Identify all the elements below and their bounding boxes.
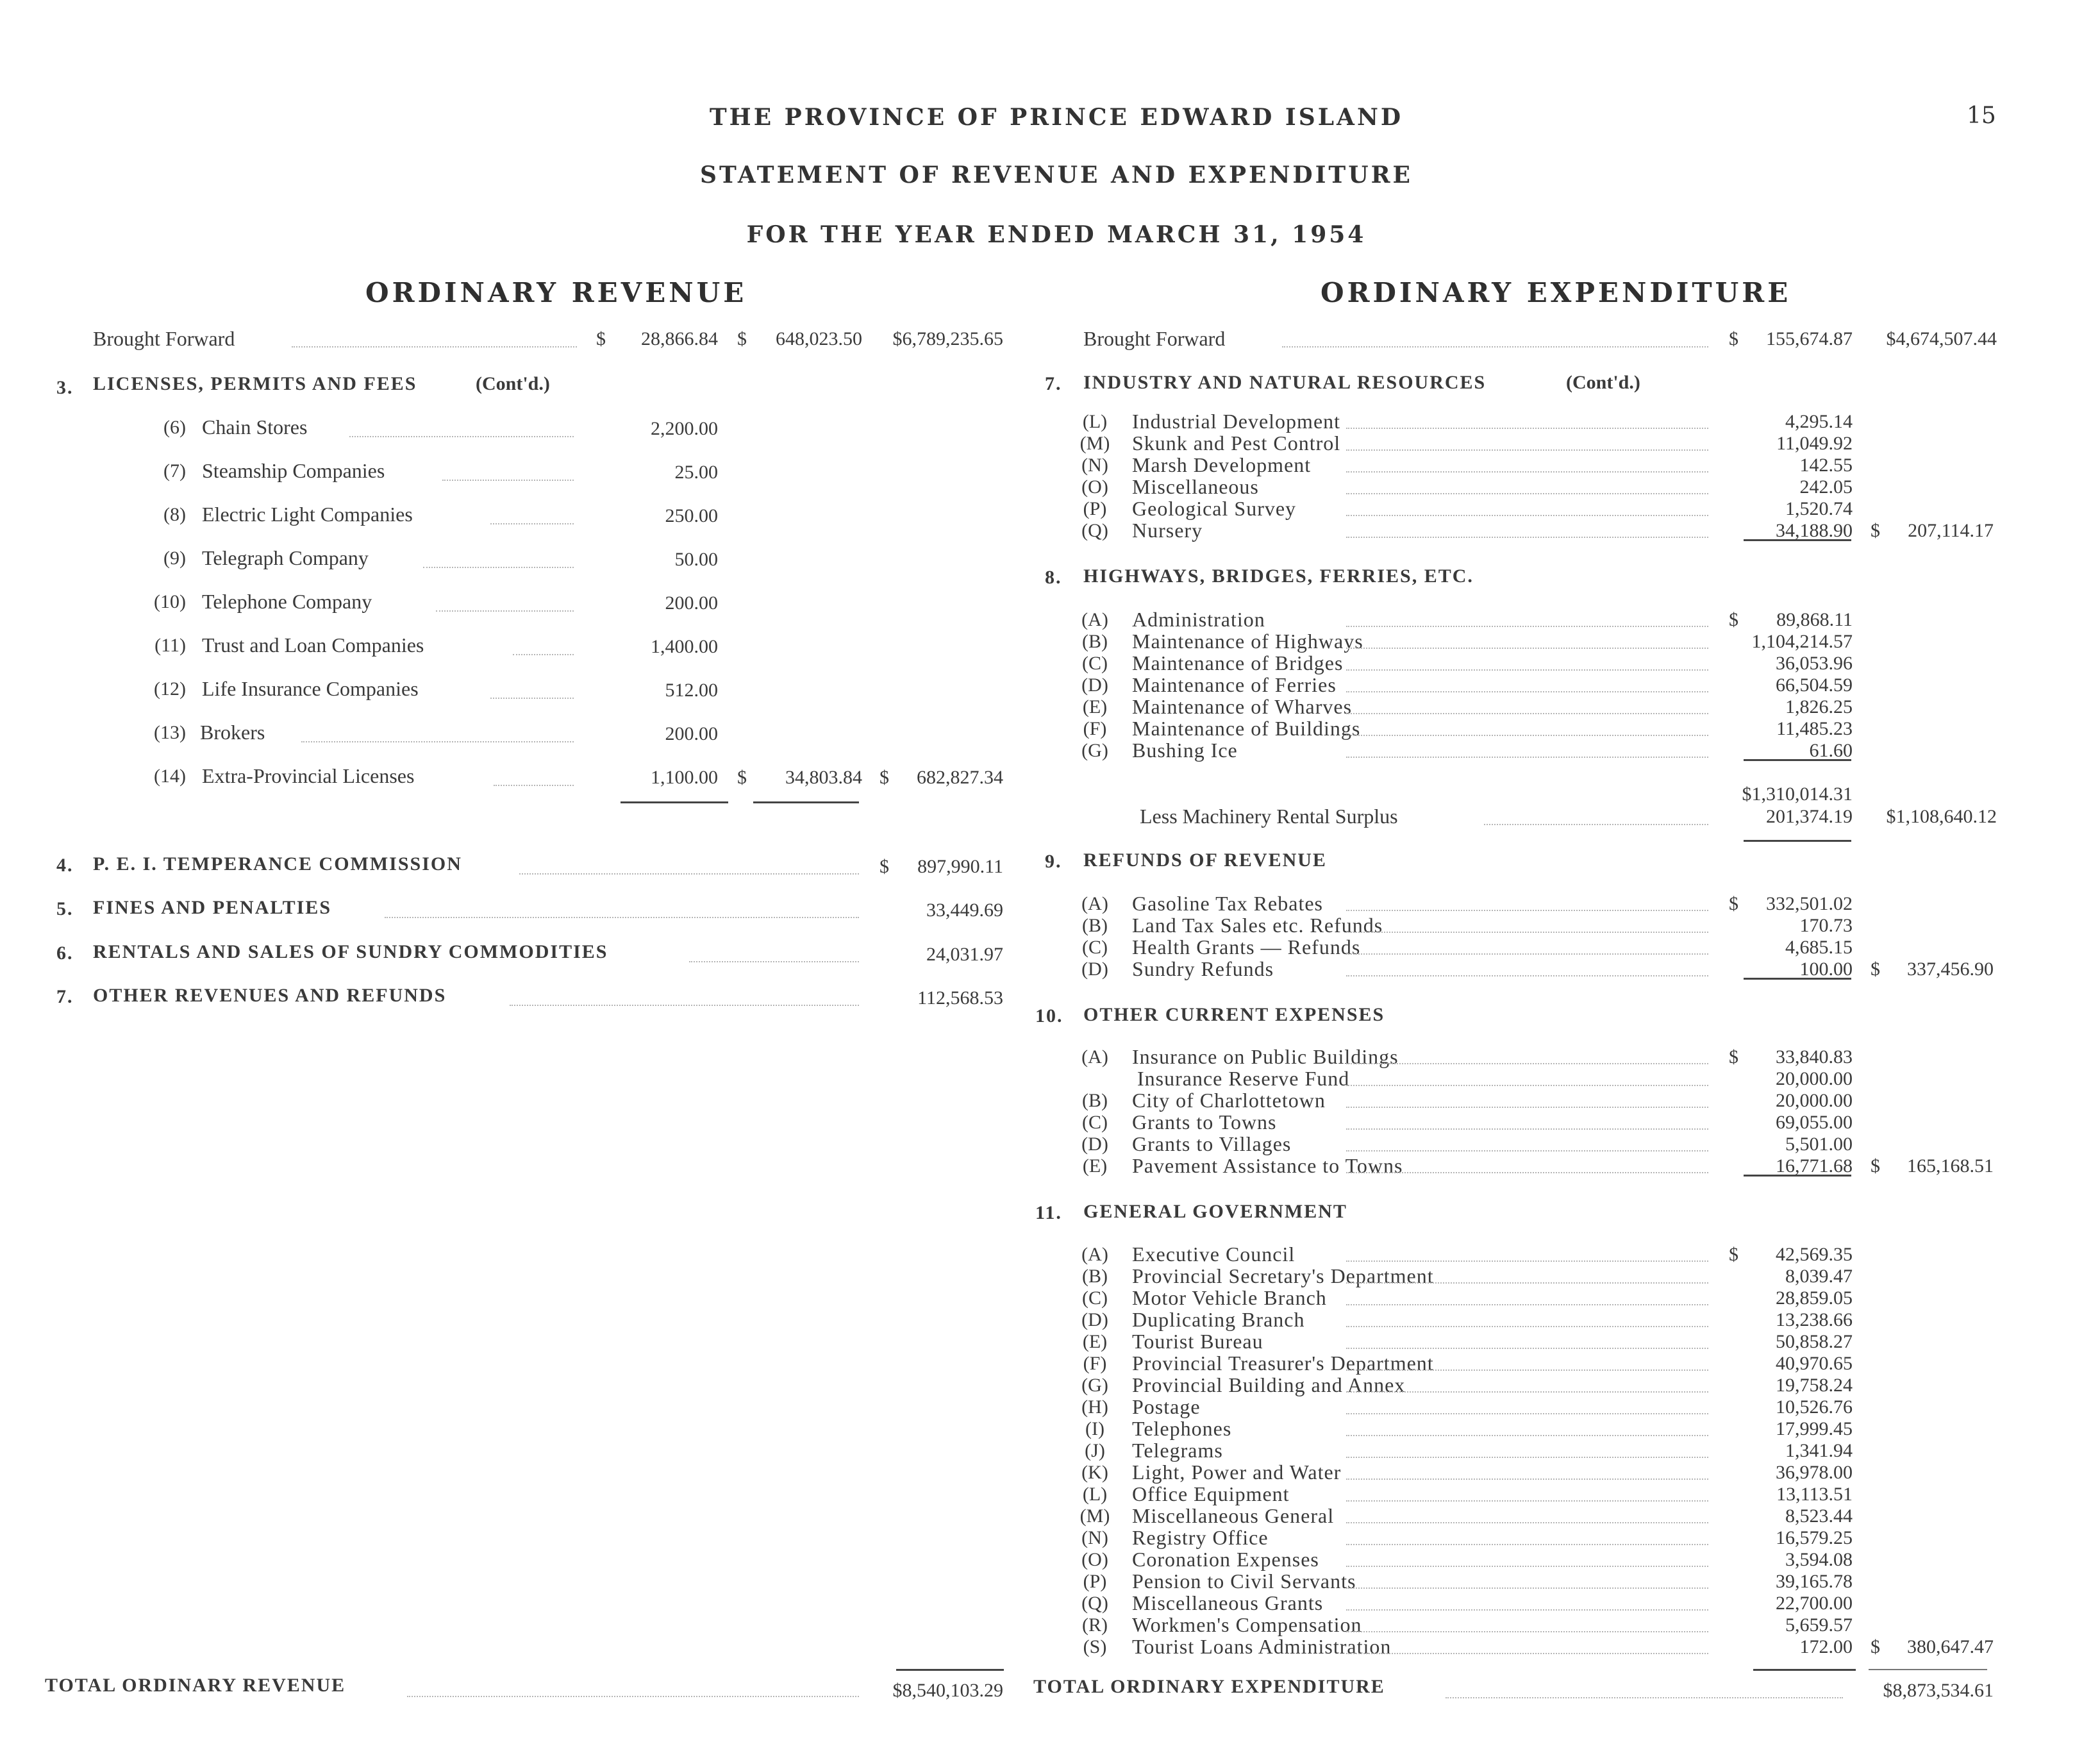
item-label: Electric Light Companies bbox=[202, 503, 413, 526]
section-total: 380,647.47 bbox=[1907, 1636, 1994, 1657]
item-label: Bushing Ice bbox=[1132, 739, 1238, 762]
currency-symbol: $ bbox=[737, 328, 747, 349]
item-code: (D) bbox=[1081, 1309, 1108, 1330]
item-label: Nursery bbox=[1132, 519, 1203, 542]
item-label: Brokers bbox=[200, 721, 265, 744]
item-label: Executive Council bbox=[1132, 1243, 1296, 1266]
item-code: (A) bbox=[1081, 609, 1108, 630]
item-amount: 17,999.45 bbox=[1776, 1418, 1853, 1439]
item-label: Extra-Provincial Licenses bbox=[202, 764, 415, 787]
rule bbox=[1869, 1669, 1987, 1670]
currency-symbol: $ bbox=[1871, 1155, 1880, 1177]
section-number: 9. bbox=[1045, 851, 1062, 872]
item-code: (L) bbox=[1082, 411, 1108, 432]
amount: $4,674,507.44 bbox=[1886, 328, 1997, 349]
item-amount: 66,504.59 bbox=[1776, 674, 1853, 696]
currency-symbol: $ bbox=[1729, 1046, 1738, 1068]
item-amount: 28,859.05 bbox=[1776, 1287, 1853, 1309]
item-amount: 61.60 bbox=[1809, 740, 1853, 761]
item-code: (B) bbox=[1082, 915, 1108, 936]
item-amount: 250.00 bbox=[665, 505, 718, 526]
item-code: (7) bbox=[163, 460, 186, 482]
item-code: (R) bbox=[1082, 1614, 1108, 1636]
item-label: Insurance on Public Buildings bbox=[1132, 1045, 1399, 1068]
item-code: (M) bbox=[1079, 1505, 1110, 1527]
item-code: (H) bbox=[1081, 1396, 1108, 1418]
item-amount: 50.00 bbox=[674, 549, 718, 570]
rule bbox=[1744, 978, 1851, 980]
section-title: P. E. I. TEMPERANCE COMMISSION bbox=[93, 853, 462, 875]
item-label: Gasoline Tax Rebates bbox=[1132, 892, 1323, 915]
item-amount: 13,113.51 bbox=[1776, 1484, 1853, 1505]
section-title: RENTALS AND SALES OF SUNDRY COMMODITIES bbox=[93, 941, 608, 962]
item-code: (M) bbox=[1079, 433, 1110, 454]
currency-symbol: $ bbox=[1729, 1244, 1738, 1265]
item-code: (13) bbox=[154, 722, 186, 743]
item-code: (8) bbox=[163, 504, 186, 525]
item-amount: 2,200.00 bbox=[651, 418, 718, 439]
page-number: 15 bbox=[1967, 103, 1996, 129]
item-code: (A) bbox=[1081, 1244, 1108, 1265]
rule bbox=[1753, 1669, 1856, 1671]
section-total: 165,168.51 bbox=[1907, 1155, 1994, 1177]
item-code: (O) bbox=[1081, 476, 1108, 498]
item-code: (D) bbox=[1081, 674, 1108, 696]
item-amount: 1,520.74 bbox=[1785, 498, 1853, 519]
item-label: Telegrams bbox=[1132, 1439, 1223, 1462]
section-contd: (Cont'd.) bbox=[1566, 372, 1640, 393]
item-code: (14) bbox=[154, 766, 186, 787]
item-code: (G) bbox=[1081, 740, 1108, 761]
page-title: THE PROVINCE OF PRINCE EDWARD ISLAND bbox=[709, 104, 1404, 131]
item-label: Industrial Development bbox=[1132, 410, 1341, 433]
item-code: (O) bbox=[1081, 1549, 1108, 1570]
item-amount: 4,685.15 bbox=[1785, 937, 1853, 958]
item-label: Grants to Villages bbox=[1132, 1132, 1292, 1155]
section-total: 682,827.34 bbox=[917, 767, 1003, 788]
item-code: (12) bbox=[154, 678, 186, 699]
item-code: (B) bbox=[1082, 1090, 1108, 1111]
item-amount: 22,700.00 bbox=[1776, 1593, 1853, 1614]
item-amount: 11,049.92 bbox=[1776, 433, 1853, 454]
section-total: $1,108,640.12 bbox=[1886, 806, 1997, 827]
item-label: Maintenance of Wharves bbox=[1132, 695, 1353, 718]
item-label: Motor Vehicle Branch bbox=[1132, 1286, 1327, 1309]
item-amount: 1,104,214.57 bbox=[1751, 631, 1853, 652]
section-title: GENERAL GOVERNMENT bbox=[1083, 1201, 1347, 1222]
rule bbox=[1744, 840, 1851, 842]
rule bbox=[621, 801, 728, 803]
currency-symbol: $ bbox=[1871, 520, 1880, 541]
item-label: Miscellaneous General bbox=[1132, 1504, 1335, 1527]
item-amount: 3,594.08 bbox=[1785, 1549, 1853, 1570]
item-amount: 34,188.90 bbox=[1776, 520, 1853, 541]
section-number: 10. bbox=[1035, 1005, 1063, 1026]
item-amount: 1,341.94 bbox=[1785, 1440, 1853, 1461]
item-label: Geological Survey bbox=[1132, 497, 1297, 520]
currency-symbol: $ bbox=[1729, 609, 1738, 630]
item-amount: 16,579.25 bbox=[1776, 1527, 1853, 1548]
item-code: (K) bbox=[1081, 1462, 1108, 1483]
rule bbox=[1744, 1175, 1851, 1177]
item-label: Provincial Building and Annex bbox=[1132, 1373, 1406, 1396]
item-label: Skunk and Pest Control bbox=[1132, 431, 1341, 455]
item-amount: 142.55 bbox=[1799, 455, 1853, 476]
item-label: Miscellaneous Grants bbox=[1132, 1591, 1324, 1614]
section-amount: 112,568.53 bbox=[917, 987, 1003, 1009]
item-code: (D) bbox=[1081, 959, 1108, 980]
section-amount: 897,990.11 bbox=[917, 856, 1003, 877]
item-label: Office Equipment bbox=[1132, 1482, 1290, 1505]
item-code: (F) bbox=[1083, 1353, 1107, 1374]
item-label: Pavement Assistance to Towns bbox=[1132, 1154, 1403, 1177]
rule bbox=[1744, 759, 1851, 761]
item-code: (Q) bbox=[1081, 1593, 1108, 1614]
item-label: Land Tax Sales etc. Refunds bbox=[1132, 914, 1383, 937]
item-amount: 50,858.27 bbox=[1776, 1331, 1853, 1352]
item-amount: 1,100.00 bbox=[651, 767, 718, 788]
revenue-heading: ORDINARY REVENUE bbox=[365, 277, 747, 308]
item-label: Grants to Towns bbox=[1132, 1110, 1277, 1134]
item-label: City of Charlottetown bbox=[1132, 1089, 1326, 1112]
item-amount: 25.00 bbox=[674, 462, 718, 483]
item-amount: 512.00 bbox=[665, 680, 718, 701]
item-code: (P) bbox=[1083, 498, 1107, 519]
item-amount: 172.00 bbox=[1799, 1636, 1853, 1657]
item-amount: 1,826.25 bbox=[1785, 696, 1853, 717]
item-label: Provincial Treasurer's Department bbox=[1132, 1352, 1434, 1375]
section-subtotal: 34,803.84 bbox=[785, 767, 862, 788]
item-label: Duplicating Branch bbox=[1132, 1308, 1305, 1331]
row-label: Brought Forward bbox=[1083, 327, 1226, 350]
item-amount: 10,526.76 bbox=[1776, 1396, 1853, 1418]
item-amount: 170.73 bbox=[1799, 915, 1853, 936]
currency-symbol: $ bbox=[879, 767, 889, 788]
item-code: (J) bbox=[1085, 1440, 1105, 1461]
item-code: (C) bbox=[1082, 653, 1108, 674]
item-amount: 13,238.66 bbox=[1776, 1309, 1853, 1330]
section-title: FINES AND PENALTIES bbox=[93, 897, 331, 918]
currency-symbol: $ bbox=[1729, 893, 1738, 914]
item-code: (G) bbox=[1081, 1375, 1108, 1396]
item-label: Tourist Loans Administration bbox=[1132, 1635, 1392, 1658]
item-code: (E) bbox=[1082, 696, 1108, 717]
section-number: 6. bbox=[56, 942, 74, 964]
item-code: (E) bbox=[1082, 1155, 1108, 1177]
item-label: Maintenance of Ferries bbox=[1132, 673, 1337, 696]
item-label: Trust and Loan Companies bbox=[202, 633, 424, 657]
item-label: Insurance Reserve Fund bbox=[1137, 1067, 1350, 1090]
item-amount: 39,165.78 bbox=[1776, 1571, 1853, 1592]
item-code: (B) bbox=[1082, 631, 1108, 652]
item-label: Workmen's Compensation bbox=[1132, 1613, 1362, 1636]
item-amount: 36,978.00 bbox=[1776, 1462, 1853, 1483]
item-amount: 36,053.96 bbox=[1776, 653, 1853, 674]
item-code: (E) bbox=[1082, 1331, 1108, 1352]
item-amount: 16,771.68 bbox=[1776, 1155, 1853, 1177]
item-amount: 11,485.23 bbox=[1776, 718, 1853, 739]
section-title: OTHER CURRENT EXPENSES bbox=[1083, 1004, 1385, 1025]
item-amount: 100.00 bbox=[1799, 959, 1853, 980]
item-code: (C) bbox=[1082, 1112, 1108, 1133]
item-code: (A) bbox=[1081, 893, 1108, 914]
amount: 28,866.84 bbox=[641, 328, 718, 349]
section-amount: 24,031.97 bbox=[926, 944, 1003, 965]
section-total: 337,456.90 bbox=[1907, 959, 1994, 980]
currency-symbol: $ bbox=[1871, 959, 1880, 980]
section-contd: (Cont'd.) bbox=[476, 373, 550, 394]
item-code: (C) bbox=[1082, 937, 1108, 958]
item-label: Telephones bbox=[1132, 1417, 1232, 1440]
item-amount: 42,569.35 bbox=[1776, 1244, 1853, 1265]
section-title: LICENSES, PERMITS AND FEES bbox=[93, 373, 417, 394]
item-code: (C) bbox=[1082, 1287, 1108, 1309]
rule bbox=[753, 801, 859, 803]
item-amount: 200.00 bbox=[665, 723, 718, 744]
item-label: Postage bbox=[1132, 1395, 1201, 1418]
item-code: (10) bbox=[154, 591, 186, 612]
section-number: 3. bbox=[56, 377, 74, 398]
total-expenditure-amount: $8,873,534.61 bbox=[1883, 1680, 1994, 1701]
item-label: Chain Stores bbox=[202, 415, 308, 439]
item-amount: 69,055.00 bbox=[1776, 1112, 1853, 1133]
item-label: Maintenance of Bridges bbox=[1132, 651, 1344, 674]
statement-subtitle: STATEMENT OF REVENUE AND EXPENDITURE bbox=[700, 162, 1413, 188]
item-amount: 5,659.57 bbox=[1785, 1614, 1853, 1636]
item-label: Maintenance of Buildings bbox=[1132, 717, 1361, 740]
item-code: (S) bbox=[1083, 1636, 1107, 1657]
item-label: Telegraph Company bbox=[202, 546, 369, 569]
currency-symbol: $ bbox=[879, 856, 889, 877]
amount: 155,674.87 bbox=[1766, 328, 1853, 349]
item-code: (N) bbox=[1081, 455, 1108, 476]
item-label: Maintenance of Highways bbox=[1132, 630, 1363, 653]
currency-symbol: $ bbox=[1871, 1636, 1880, 1657]
item-label: Marsh Development bbox=[1132, 453, 1312, 476]
item-label: Sundry Refunds bbox=[1132, 957, 1274, 980]
item-code: (L) bbox=[1082, 1484, 1108, 1505]
less-label: Less Machinery Rental Surplus bbox=[1140, 805, 1398, 828]
item-code: (F) bbox=[1083, 718, 1107, 739]
rule bbox=[896, 1669, 1004, 1671]
item-amount: 242.05 bbox=[1799, 476, 1853, 498]
item-amount: 33,840.83 bbox=[1776, 1046, 1853, 1068]
item-code: (11) bbox=[154, 635, 186, 656]
item-label: Tourist Bureau bbox=[1132, 1330, 1263, 1353]
item-label: Life Insurance Companies bbox=[202, 677, 419, 700]
item-code: (D) bbox=[1081, 1134, 1108, 1155]
total-revenue-label: TOTAL ORDINARY REVENUE bbox=[45, 1675, 346, 1696]
item-amount: 4,295.14 bbox=[1785, 411, 1853, 432]
item-label: Registry Office bbox=[1132, 1526, 1269, 1549]
section-subtotal: $1,310,014.31 bbox=[1742, 783, 1853, 805]
item-label: Telephone Company bbox=[202, 590, 372, 613]
item-code: (Q) bbox=[1081, 520, 1108, 541]
section-number: 5. bbox=[56, 898, 74, 919]
rule bbox=[1744, 539, 1851, 541]
item-label: Pension to Civil Servants bbox=[1132, 1570, 1356, 1593]
item-amount: 20,000.00 bbox=[1776, 1068, 1853, 1089]
item-label: Coronation Expenses bbox=[1132, 1548, 1319, 1571]
section-title: OTHER REVENUES AND REFUNDS bbox=[93, 985, 447, 1006]
item-code: (9) bbox=[163, 548, 186, 569]
amount: $6,789,235.65 bbox=[892, 328, 1003, 349]
item-amount: 200.00 bbox=[665, 592, 718, 614]
item-code: (N) bbox=[1081, 1527, 1108, 1548]
section-number: 4. bbox=[56, 855, 74, 876]
item-label: Provincial Secretary's Department bbox=[1132, 1264, 1434, 1287]
section-number: 7. bbox=[56, 986, 74, 1007]
item-amount: 332,501.02 bbox=[1766, 893, 1853, 914]
total-expenditure-label: TOTAL ORDINARY EXPENDITURE bbox=[1033, 1676, 1385, 1697]
section-title: REFUNDS OF REVENUE bbox=[1083, 850, 1327, 871]
item-code: (B) bbox=[1082, 1266, 1108, 1287]
item-code: (A) bbox=[1081, 1046, 1108, 1068]
item-label: Steamship Companies bbox=[202, 459, 385, 482]
item-label: Administration bbox=[1132, 608, 1265, 631]
section-title: INDUSTRY AND NATURAL RESOURCES bbox=[1083, 372, 1487, 393]
item-code: (I) bbox=[1085, 1418, 1104, 1439]
statement-period: FOR THE YEAR ENDED MARCH 31, 1954 bbox=[746, 221, 1367, 248]
item-label: Light, Power and Water bbox=[1132, 1461, 1342, 1484]
currency-symbol: $ bbox=[1729, 328, 1738, 349]
total-revenue-amount: $8,540,103.29 bbox=[892, 1680, 1003, 1701]
item-amount: 8,039.47 bbox=[1785, 1266, 1853, 1287]
item-amount: 5,501.00 bbox=[1785, 1134, 1853, 1155]
row-label: Brought Forward bbox=[93, 327, 235, 350]
section-number: 8. bbox=[1045, 567, 1062, 588]
section-number: 11. bbox=[1035, 1202, 1062, 1223]
item-code: (6) bbox=[163, 417, 186, 438]
item-label: Health Grants — Refunds bbox=[1132, 935, 1361, 959]
less-amount: 201,374.19 bbox=[1766, 806, 1853, 827]
item-label: Miscellaneous bbox=[1132, 475, 1259, 498]
item-amount: 19,758.24 bbox=[1776, 1375, 1853, 1396]
currency-symbol: $ bbox=[596, 328, 606, 349]
item-amount: 89,868.11 bbox=[1776, 609, 1853, 630]
section-total: 207,114.17 bbox=[1908, 520, 1994, 541]
section-amount: 33,449.69 bbox=[926, 900, 1003, 921]
item-amount: 8,523.44 bbox=[1785, 1505, 1853, 1527]
section-title: HIGHWAYS, BRIDGES, FERRIES, ETC. bbox=[1083, 565, 1474, 587]
item-amount: 40,970.65 bbox=[1776, 1353, 1853, 1374]
currency-symbol: $ bbox=[737, 767, 747, 788]
amount: 648,023.50 bbox=[776, 328, 862, 349]
item-code: (P) bbox=[1083, 1571, 1107, 1592]
item-amount: 1,400.00 bbox=[651, 636, 718, 657]
item-amount: 20,000.00 bbox=[1776, 1090, 1853, 1111]
section-number: 7. bbox=[1045, 373, 1062, 394]
expenditure-heading: ORDINARY EXPENDITURE bbox=[1321, 277, 1792, 308]
